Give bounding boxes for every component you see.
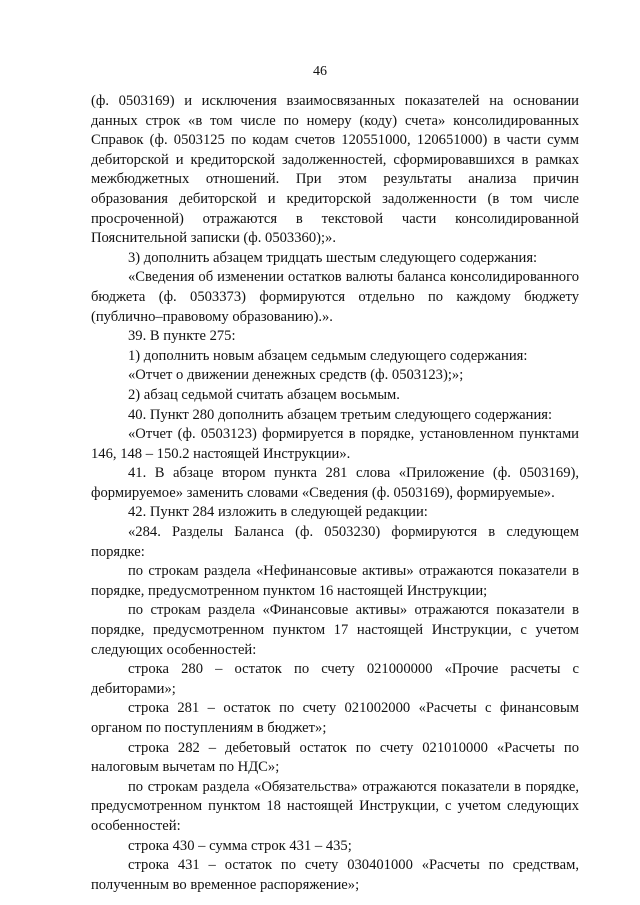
paragraph-continuation: (ф. 0503169) и исключения взаимосвязанных показателей на основании данных строк «в том числе по номеру (коду) счета» консолидированных Справок (ф. 0503125 по кодам счетов 120551000, 120651000) в части сумм дебиторской и кредиторской задолженностей, сформировавшихся в рамках межбюджетных отношений. При этом результаты анализа причин образования дебиторской и кредиторской задолженности (в том числе просроченной) отражаются в текстовой части консолидированной Пояснительной записки (ф. 0503360);». <box>91 93 579 247</box>
paragraph-item-3: 3) дополнить абзацем тридцать шестым следующего содержания: <box>128 249 538 266</box>
paragraph-quote-svedeniya: «Сведения об изменении остатков валюты баланса консолидированного бюджета (ф. 0503373) формируются отдельно по каждому бюджету (публично–правовому образованию).». <box>91 269 579 325</box>
paragraph-nonfinancial-assets: по строкам раздела «Нефинансовые активы» отражаются показатели в порядке, предусмотренном пунктом 16 настоящей Инструкции; <box>91 563 579 599</box>
paragraph-financial-assets: по строкам раздела «Финансовые активы» отражаются показатели в порядке, предусмотренном пунктом 17 настоящей Инструкции, с учетом следующих особенностей: <box>91 602 579 658</box>
paragraph-point-39-item-2: 2) абзац седьмой считать абзацем восьмым. <box>128 386 400 403</box>
paragraph-line-281: строка 281 – остаток по счету 021002000 «Расчеты с финансовым органом по поступлениям в бюджет»; <box>91 700 579 736</box>
paragraph-point-41: 41. В абзаце втором пункта 281 слова «Приложение (ф. 0503169), формируемое» заменить словами «Сведения (ф. 0503169), формируемые». <box>91 465 579 501</box>
paragraph-line-282: строка 282 – дебетовый остаток по счету 021010000 «Расчеты по налоговым вычетам по НДС»; <box>91 739 579 776</box>
paragraph-line-430: строка 430 – сумма строк 431 – 435; <box>128 837 352 854</box>
paragraph-point-39: 39. В пункте 275: <box>128 328 236 345</box>
paragraph-point-42: 42. Пункт 284 изложить в следующей редакции: <box>128 504 428 521</box>
paragraph-quote-otchet-formiruetsya: «Отчет (ф. 0503123) формируется в порядке, установленном пунктами 146, 148 – 150.2 настоящей Инструкции». <box>91 426 579 462</box>
paragraph-line-431: строка 431 – остаток по счету 030401000 «Расчеты по средствам, полученным во временное распоряжение»; <box>91 857 579 893</box>
paragraph-line-280: строка 280 – остаток по счету 021000000 «Прочие расчеты с дебиторами»; <box>91 661 579 697</box>
paragraph-point-40: 40. Пункт 280 дополнить абзацем третьим следующего содержания: <box>128 406 553 423</box>
paragraph-obligations: по строкам раздела «Обязательства» отражаются показатели в порядке, предусмотренном пунктом 18 настоящей Инструкции, с учетом следующих особенностей: <box>91 778 579 834</box>
paragraph-point-284: «284. Разделы Баланса (ф. 0503230) формируются в следующем порядке: <box>91 524 579 560</box>
paragraph-point-39-item-1: 1) дополнить новым абзацем седьмым следующего содержания: <box>128 347 528 364</box>
page-number: 46 <box>313 64 327 79</box>
paragraph-quote-otchet: «Отчет о движении денежных средств (ф. 0503123);»; <box>128 367 464 384</box>
document-body <box>91 92 579 895</box>
